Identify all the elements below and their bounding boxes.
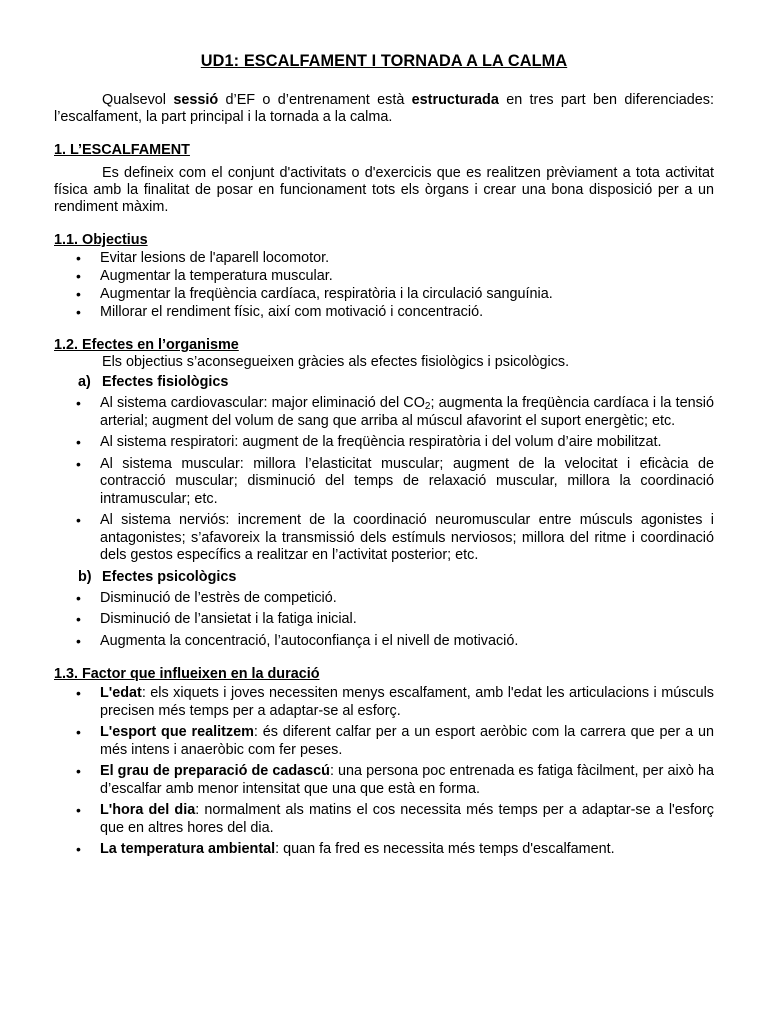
- subheading-b-title: Efectes psicològics: [102, 568, 237, 585]
- factor-text: : és diferent calfar per a un esport aeròbic com la carrera que per a un més intens i anaeròbic com fer peses.: [100, 724, 714, 758]
- list-item: • Augmentar la temperatura muscular.: [54, 267, 714, 285]
- factor-text: : els xiquets i joves necessiten menys escalfament, amb l'edat les articulacions i músculs precisen més temps per a adaptar-se al esforç.: [100, 685, 714, 719]
- section-1-2-heading: 1.2. Efectes en l’organisme: [54, 337, 239, 353]
- section-1-1-heading: 1.1. Objectius: [54, 232, 148, 248]
- intro-paragraph: [54, 92, 714, 126]
- duration-factors-list: [54, 685, 714, 859]
- co2-subscript: 2: [424, 401, 431, 412]
- subheading-a-label: a): [78, 374, 91, 390]
- factor-term: El grau de preparació de cadascú: [100, 763, 330, 779]
- document-page: [54, 52, 714, 863]
- list-item: [54, 395, 714, 430]
- intro-text-2: d’EF o d’entrenament està: [218, 92, 412, 108]
- physiological-effects-list: [54, 395, 714, 565]
- objectives-list: [54, 249, 714, 321]
- list-item: • Disminució de l’ansietat i la fatiga inicial.: [54, 611, 714, 629]
- section-1-2-leadin: Els objectius s’aconsegueixen gràcies als efectes fisiològics i psicològics.: [102, 354, 570, 370]
- factor-term: L'edat: [100, 685, 142, 701]
- list-item: • Augmentar la freqüència cardíaca, respiratòria i la circulació sanguínia.: [54, 285, 714, 303]
- list-item: [54, 841, 714, 859]
- intro-bold-2: estructurada: [411, 92, 499, 108]
- list-item: [54, 763, 714, 798]
- list-item: • Al sistema nerviós: increment de la coordinació neuromuscular entre músculs agonistes i antagonistes; s’afavoreix la transmissió dels estímuls nerviosos; millora del ritme i coordinació dels gestos específics a realitzar en l’activitat posterior; etc.: [54, 512, 714, 565]
- list-item-text: Al sistema cardiovascular: major eliminació del CO: [100, 395, 425, 411]
- intro-bold-1: sessió: [173, 92, 219, 108]
- list-item: [54, 685, 714, 720]
- document-title: UD1: ESCALFAMENT I TORNADA A LA CALMA: [200, 52, 568, 70]
- factor-term: L'esport que realitzem: [100, 724, 254, 740]
- factor-term: La temperatura ambiental: [100, 841, 276, 857]
- factor-text: : una persona poc entrenada es fatiga fàcilment, per això ha d’escalfar amb menor intensitat que una que està en forma.: [100, 763, 715, 797]
- list-item: • Millorar el rendiment físic, així com motivació i concentració.: [54, 303, 714, 321]
- list-item-text: ; augmenta la freqüència cardíaca i la tensió arterial; augment del volum de sang que arriba al múscul afavorint el suport energètic; etc.: [100, 395, 714, 429]
- section-1-heading: 1. L’ESCALFAMENT: [54, 142, 190, 158]
- factor-text: : quan fa fred es necessita més temps d'escalfament.: [275, 841, 615, 857]
- subheading-b: [54, 569, 714, 586]
- subheading-a: [54, 374, 714, 391]
- list-item: • Al sistema respiratori: augment de la freqüència respiratòria i del volum d’aire mobilitzat.: [54, 434, 714, 452]
- list-item: • Evitar lesions de l'aparell locomotor.: [54, 249, 714, 267]
- subheading-a-title: Efectes fisiològics: [102, 374, 229, 390]
- list-item: [54, 802, 714, 837]
- factor-text: : normalment als matins el cos necessita més temps per a adaptar-se a l'esforç que en altres hores del dia.: [100, 802, 714, 836]
- list-item: • Al sistema muscular: millora l’elasticitat muscular; augment de la velocitat i eficàcia de contracció muscular; disminució del temps de relaxació muscular, millora la coordinació intramuscular; etc.: [54, 456, 714, 509]
- subheading-b-label: b): [78, 568, 92, 585]
- intro-text-1: Qualsevol: [102, 92, 174, 108]
- psychological-effects-list: [54, 590, 714, 651]
- factor-term: L'hora del dia: [100, 802, 196, 818]
- list-item: • Disminució de l’estrès de competició.: [54, 590, 714, 608]
- section-1-paragraph: Es defineix com el conjunt d'activitats o d'exercicis que es realitzen prèviament a tota activitat física amb la finalitat de posar en funcionament tots els òrgans i crear una bona disposició per a un rendiment màxim.: [54, 165, 714, 215]
- list-item: • Augmenta la concentració, l’autoconfiança i el nivell de motivació.: [54, 633, 714, 651]
- intro-text-3: en tres part ben diferenciades: l’escalfament, la part principal i la tornada a la calma.: [54, 92, 714, 125]
- list-item: [54, 724, 714, 759]
- section-1-3-heading: 1.3. Factor que influeixen en la duració: [54, 666, 320, 682]
